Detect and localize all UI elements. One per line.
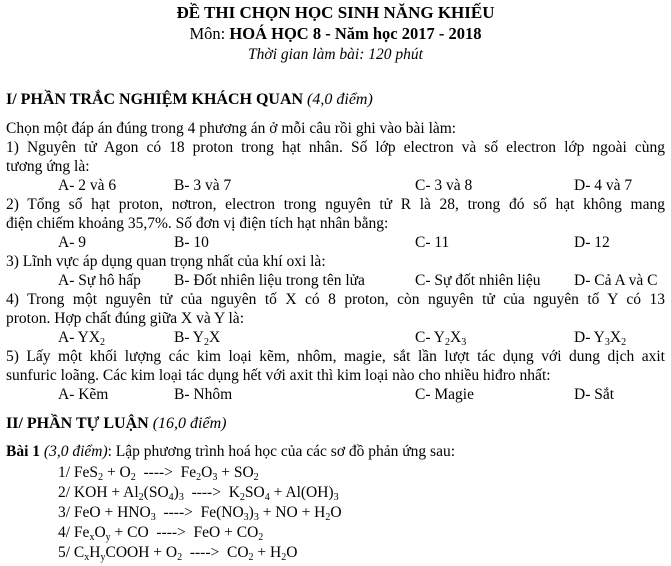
q2-option-a: A- 9 bbox=[58, 234, 86, 251]
equation-4 bbox=[58, 524, 263, 542]
q4-line2: proton. Hợp chất đúng giữa X và Y là: bbox=[6, 310, 244, 327]
eq5-s2: y bbox=[100, 552, 106, 563]
q3-line1: 3) Lĩnh vực áp dụng quan trọng nhất của khí oxi là: bbox=[6, 253, 326, 270]
eq3-p1: 3/ FeO + HNO bbox=[58, 504, 151, 521]
part2-heading bbox=[6, 415, 226, 433]
eq3-s1: 3 bbox=[150, 512, 156, 523]
eq1-p1: 1/ FeS bbox=[58, 464, 99, 481]
q1-option-b: B- 3 và 7 bbox=[174, 177, 232, 194]
q4a-sub: 2 bbox=[100, 337, 106, 348]
q5-option-c: C- Magie bbox=[415, 386, 474, 403]
eq4-p1: 4/ Fe bbox=[58, 524, 90, 541]
equation-3 bbox=[58, 504, 342, 522]
eq5-p3: COOH + O bbox=[105, 544, 178, 561]
eq1-s4: 3 bbox=[212, 472, 218, 483]
q3-option-d: D- Cả A và C bbox=[574, 272, 658, 289]
q2-option-b: B- 10 bbox=[174, 234, 209, 251]
q4d-mid: X bbox=[609, 329, 622, 346]
bai1-prompt bbox=[6, 443, 455, 461]
eq2-s5: 4 bbox=[264, 492, 270, 503]
eq2-s3: 3 bbox=[178, 492, 184, 503]
q2-line1: 2) Tổng số hạt proton, nơtron, electron trong nguyên tử R là 28, trong đó số hạt không mang bbox=[6, 196, 665, 213]
subject-prefix: Môn: bbox=[189, 24, 230, 43]
q4c-sub1: 2 bbox=[445, 337, 450, 348]
q4c-sub2: 3 bbox=[461, 337, 467, 348]
part1-heading-text: I/ PHẦN TRẮC NGHIỆM KHÁCH QUAN bbox=[6, 91, 304, 108]
exam-title: ĐỀ THI CHỌN HỌC SINH NĂNG KHIẾU bbox=[176, 3, 495, 22]
eq3-s2: 3 bbox=[243, 512, 249, 523]
q4-option-b bbox=[174, 329, 220, 347]
eq3-p4: + NO + H bbox=[258, 504, 326, 521]
q1-option-a: A- 2 và 6 bbox=[58, 177, 117, 194]
eq5-p1: 5/ C bbox=[58, 544, 85, 561]
q4d-sub1: 3 bbox=[604, 337, 610, 348]
eq2-s4: 2 bbox=[239, 492, 245, 503]
q4c-text: C- Y bbox=[415, 329, 445, 346]
q3-option-b: B- Đốt nhiên liệu trong tên lửa bbox=[174, 272, 365, 289]
eq5-p2: H bbox=[89, 544, 101, 561]
eq2-p5: SO bbox=[244, 484, 265, 501]
eq5-p4: ----> CO bbox=[182, 544, 249, 561]
q3-option-a: A- Sự hô hấp bbox=[58, 272, 141, 289]
eq2-s1: 2 bbox=[138, 492, 144, 503]
part2-points: (16,0 điểm) bbox=[148, 415, 227, 432]
eq3-p5: O bbox=[330, 504, 342, 521]
q1-option-d: D- 4 và 7 bbox=[574, 177, 633, 194]
eq4-p2: O bbox=[94, 524, 106, 541]
q5-option-b: B- Nhôm bbox=[174, 386, 233, 403]
bai1-text: : Lập phương trình hoá học của các sơ đồ phản ứng sau: bbox=[107, 443, 456, 460]
eq3-s3: 3 bbox=[253, 512, 259, 523]
bai1-label: Bài 1 bbox=[6, 443, 41, 460]
part2-heading-text: II/ PHẦN TỰ LUẬN bbox=[6, 415, 149, 432]
eq1-s3: 2 bbox=[196, 472, 202, 483]
q1-line2: tương ứng là: bbox=[6, 158, 90, 175]
q1-line1: 1) Nguyên tử Agon có 18 proton trong hạt nhân. Số lớp electron và số electron lớp ngoài cùng bbox=[6, 139, 665, 156]
q5-line1: 5) Lấy một khối lượng các kim loại kẽm, nhôm, magie, sắt lần lượt tác dụng với dung dịch axit bbox=[6, 348, 665, 365]
part1-heading bbox=[6, 91, 373, 109]
equation-5 bbox=[58, 544, 297, 562]
eq4-s1: x bbox=[89, 532, 95, 543]
q5-option-d: D- Sắt bbox=[574, 386, 615, 403]
q2-option-c: C- 11 bbox=[415, 234, 450, 251]
eq1-p2: + O bbox=[103, 464, 131, 481]
q4b-sub: 2 bbox=[204, 337, 209, 348]
part1-instruction: Chọn một đáp án đúng trong 4 phương án ở mỗi câu rồi ghi vào bài làm: bbox=[6, 120, 457, 137]
eq1-p5: + SO bbox=[217, 464, 254, 481]
eq5-p6: O bbox=[286, 544, 298, 561]
q4b-post: X bbox=[209, 329, 221, 346]
exam-subject bbox=[0, 25, 671, 43]
eq5-p5: + H bbox=[253, 544, 282, 561]
eq1-s2: 2 bbox=[130, 472, 136, 483]
q5-option-a: A- Kẽm bbox=[58, 386, 109, 403]
q3-option-c: C- Sự đốt nhiên liệu bbox=[415, 272, 541, 289]
eq2-s6: 3 bbox=[333, 492, 339, 503]
eq2-p4: ----> K bbox=[183, 484, 240, 501]
eq1-p4: O bbox=[201, 464, 213, 481]
eq1-p3: ----> Fe bbox=[135, 464, 197, 481]
eq4-s2: y bbox=[105, 532, 111, 543]
equation-1 bbox=[58, 464, 259, 482]
q4-option-d bbox=[574, 329, 626, 347]
q4-line1: 4) Trong một nguyên tử của nguyên tố X có 8 proton, còn nguyên tử của nguyên tố Y có 13 bbox=[6, 291, 665, 308]
eq5-s1: x bbox=[84, 552, 90, 563]
part1-points: (4,0 điểm) bbox=[303, 91, 373, 108]
q4-option-c bbox=[415, 329, 466, 347]
bai1-points: (3,0 điểm) bbox=[40, 443, 108, 460]
eq2-p1: 2/ KOH + Al bbox=[58, 484, 139, 501]
eq1-s5: 2 bbox=[253, 472, 259, 483]
q5-line2: sunfuric loãng. Các kim loại tác dụng hết với axit thì kim loại nào cho nhiều hiđro nhất: bbox=[6, 367, 551, 384]
q4d-sub2: 2 bbox=[621, 337, 627, 348]
eq2-s2: 4 bbox=[168, 492, 174, 503]
q4a-text: A- YX bbox=[58, 329, 101, 346]
subject-name: HOÁ HỌC 8 - Năm học 2017 - 2018 bbox=[229, 24, 482, 43]
q4d-text: D- Y bbox=[574, 329, 605, 346]
q1-option-c: C- 3 và 8 bbox=[415, 177, 473, 194]
q4c-mid: X bbox=[450, 329, 462, 346]
eq4-s3: 2 bbox=[258, 532, 264, 543]
eq5-s4: 2 bbox=[248, 552, 254, 563]
eq4-p3: + CO ----> FeO + CO bbox=[110, 524, 259, 541]
eq5-s5: 2 bbox=[281, 552, 287, 563]
q4b-text: B- Y bbox=[174, 329, 204, 346]
eq2-p6: + Al(OH) bbox=[269, 484, 334, 501]
equation-2 bbox=[58, 484, 339, 502]
exam-time: Thời gian làm bài: 120 phút bbox=[248, 46, 423, 63]
eq2-p3: ) bbox=[173, 484, 179, 501]
eq3-s4: 2 bbox=[325, 512, 331, 523]
eq5-s3: 2 bbox=[177, 552, 183, 563]
eq1-s1: 2 bbox=[98, 472, 104, 483]
eq3-p3: ) bbox=[248, 504, 254, 521]
q2-line2: điện chiếm khoảng 35,7%. Số đơn vị điện tích hạt nhân bằng: bbox=[6, 215, 389, 232]
q2-option-d: D- 12 bbox=[574, 234, 610, 251]
eq2-p2: (SO bbox=[143, 484, 169, 501]
eq3-p2: ----> Fe(NO bbox=[155, 504, 244, 521]
q4-option-a bbox=[58, 329, 105, 347]
